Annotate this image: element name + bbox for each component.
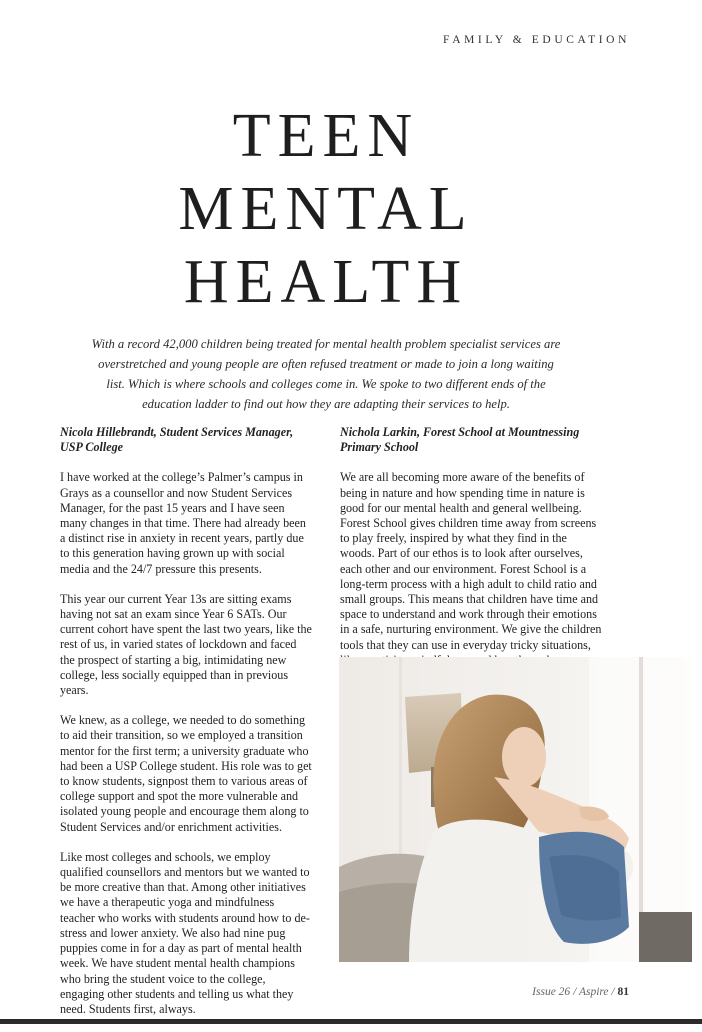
- paragraph: This year our current Year 13s are sitting exams having not sat an exam since Year 6 SATs. Our current cohort have spent the last two years, like the rest of us, in varied states of lockdown and faced the prospect of starting a big, intimidating new college, less socially equipped than in previous years.: [60, 591, 312, 698]
- page-footer: [532, 986, 629, 998]
- section-label: FAMILY & EDUCATION: [443, 34, 630, 46]
- byline: Nicola Hillebrandt, Student Services Manager, USP College: [60, 425, 294, 455]
- article-title: [0, 100, 652, 319]
- title-line: TEEN: [232, 102, 420, 170]
- bottom-bar: [0, 1019, 702, 1024]
- magazine-name: Aspire: [578, 986, 609, 998]
- paragraph: We knew, as a college, we needed to do something to aid their transition, so we employed a transition mentor for the first term; a university graduate who had been a USP College student. His role was to get to know students, signpost them to various areas of college support and spot the more vulnerable and isolated young people and encourage them along to Student Services and/or enrichment activities.: [60, 713, 312, 834]
- paragraph: I have worked at the college’s Palmer’s campus in Grays as a counsellor and now Student Services Manager, for the past 15 years and I have seen many changes in that time. There had already been a distinct rise in anxiety in recent years, partly due to this generation having grown up with social media and the 24/7 pressure this presents.: [60, 470, 306, 576]
- page-number: 81: [617, 986, 629, 998]
- paragraph: We are all becoming more aware of the benefits of being in nature and how spending time in nature is good for our mental health and general wellbeing. Forest School gives children time away from screens to play freely, inspired by what they find in the woods. Part of our ethos is to look after ourselves, each other and our environment. Forest School is a long-term process with a high adult to child ratio and small groups. This means that children have time and space to understand and work through their emotions in a safe, nurturing environment. We give the children tools that they can use in everyday tricky situations,: [340, 470, 602, 652]
- paragraph: Like most colleges and schools, we employ qualified counsellors and mentors but we wanted to be more creative than that. Among other initiatives we have a therapeutic yoga and mindfulness teacher who works with students around how to de-stress and lower anxiety. We also had nine pug puppies come in for a day as part of mental health week. We have student mental health champions who bring the student voice to the college, engaging other students and telling us what they need. Students first, always.: [60, 849, 310, 1016]
- left-column: [60, 425, 312, 1032]
- right-column: [340, 425, 602, 683]
- issue-number: Issue 26: [532, 986, 571, 998]
- footer-separator: /: [611, 986, 618, 998]
- standfirst: With a record 42,000 children being treated for mental health problem specialist services are overstretched and young people are often refused treatment or made to join a long waiting list. Which is where schools and colleges come in. We spoke to two different ends of the education ladder to find out how they are adapting their services to help.: [91, 337, 561, 411]
- photo-illustration: [339, 657, 692, 962]
- title-line: HEALTH: [183, 248, 469, 316]
- footer-separator: /: [573, 986, 579, 998]
- byline: Nichola Larkin, Forest School at Mountnessing Primary School: [340, 425, 580, 455]
- teen-girl-hugging-knees-photo: [339, 657, 692, 962]
- title-line: MENTAL: [178, 175, 474, 243]
